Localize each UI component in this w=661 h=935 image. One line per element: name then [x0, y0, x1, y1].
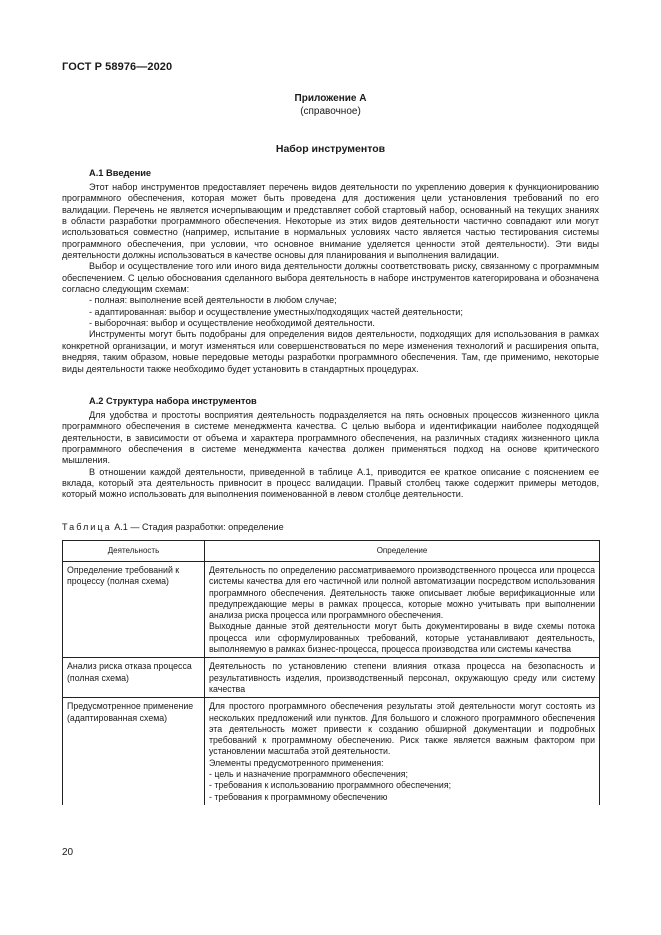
appendix-heading	[0, 92, 661, 118]
table-caption-text: А.1 — Стадия разработки: определение	[114, 522, 284, 532]
definition-line: Элементы предусмотренного применения:	[209, 757, 384, 768]
definition-line: - цель и назначение программного обеспечения;	[209, 769, 408, 780]
list-item: - полная: выполнение всей деятельности в любом случае;	[89, 295, 337, 306]
paragraph: Для удобства и простоты восприятия деятельность подразделяется на пять основных процессов жизненного цикла программного обеспечения в системе менеджмента качества. С целью выбора и идентификации наиболее подходящей деятельности, в зависимости от объема и характера программного обеспечения, на различных стадиях жизненного цикла программного обеспечения в системе менеджмента качества должен применяться подход на основе критического мышления.	[62, 410, 599, 466]
paragraph: Этот набор инструментов предоставляет перечень видов деятельности по укреплению доверия к функционированию программного обеспечения, которая может быть проведена для достижения цели установления требований по его валидации. Перечень не является исчерпывающим и представляет собой стартовый набор, основанный на текущих знаниях в области разработки программного обеспечения. Некоторые из этих видов деятельности частично совпадают или могут использоваться совместно (например, испытание в нормальных условиях часто является частью тестирования системы программного обеспечения, при условии, что основное внимание уделяется ценности этой деятельности). Эти виды деятельности должны использоваться в качестве основы для планирования и выполнения валидации.	[62, 182, 599, 261]
definition-line: - требования к программному обеспечению	[209, 791, 388, 802]
activity-cell: Анализ риска отказа процесса (полная схема)	[63, 658, 205, 698]
definition-line: - требования к использованию программного обеспечения;	[209, 780, 452, 791]
table-header-row	[63, 541, 600, 562]
definition-line: Выходные данные этой деятельности могут быть документированы в виде схемы потока процесса или сформулированных требований, которые устанавливают деятельность, выполняемую в рамках бизнес-процесса, процесса производства или системы качества	[209, 621, 595, 655]
table-row	[63, 562, 600, 658]
activity-cell: Предусмотренное применение (адаптированная схема)	[63, 698, 205, 805]
table-row	[63, 698, 600, 805]
list-item: - выборочная: выбор и осуществление необходимой деятельности.	[89, 318, 375, 329]
definition-cell	[205, 698, 600, 805]
main-title: Набор инструментов	[275, 143, 386, 155]
document-code: ГОСТ Р 58976—2020	[62, 61, 173, 73]
definition-cell	[205, 658, 600, 698]
definition-line: Для простого программного обеспечения результаты этой деятельности могут состоять из нескольких предложений или пунктов. Для большого и сложного программного обеспечения эта деятельность может привести к созданию обширной документации и подробных требований к программному обеспечению. Риск также является важным фактором при установлении масштаба этой деятельности.	[209, 701, 595, 757]
section-1-heading: А.1 Введение	[89, 168, 152, 178]
definition-line: Деятельность по определению рассматриваемого производственного процесса или процесса системы качества для его частичной или полной автоматизации посредством использования программного обеспечения. Деятельность также описывает любые верификационные или предупреждающие меры в рамках процесса, которые можно учитывать при выполнении анализа риска процесса или программного обеспечения.	[209, 565, 595, 621]
definition-table	[62, 540, 600, 805]
appendix-title: Приложение А	[294, 93, 367, 104]
section-2-heading: А.2 Структура набора инструментов	[89, 396, 257, 406]
table-caption-label: Таблица	[62, 522, 112, 532]
appendix-subtitle: (справочное)	[300, 106, 361, 117]
paragraph: В отношении каждой деятельности, приведенной в таблице А.1, приводится ее краткое описание с пояснением ее вклада, который эта деятельность привносит в процесс валидации. Правый столбец также содержит примеры методов, который можно использовать для выполнения поименованной в левом столбце деятельности.	[62, 466, 599, 500]
table-row	[63, 658, 600, 698]
list-item: - адаптированная: выбор и осуществление уместных/подходящих частей деятельности;	[89, 306, 463, 317]
section-1-body	[62, 182, 599, 375]
activity-cell: Определение требований к процессу (полная схема)	[63, 562, 205, 658]
column-header-activity: Деятельность	[63, 541, 205, 562]
section-2-body	[62, 410, 599, 501]
definition-cell	[205, 562, 600, 658]
table-caption	[62, 522, 284, 532]
paragraph: Инструменты могут быть подобраны для определения видов деятельности, подходящих для использования в рамках конкретной организации, и могут изменяться или совершенствоваться по мере изменения технологий и расширения опыта, внедряя, таким образом, новые передовые методы разработки программного обеспечения. Там, где применимо, некоторые виды деятельности также необходимо будет установить в стандартных процедурах.	[62, 329, 599, 374]
paragraph: Выбор и осуществление того или иного вида деятельности должны соответствовать риску, связанному с программным обеспечением. С целью обоснования сделанного выбора деятельность в наборе инструментов категорирована и обозначена согласно следующим схемам:	[62, 261, 599, 295]
page-number: 20	[62, 847, 74, 858]
definition-line: Деятельность по установлению степени влияния отказа процесса на безопасность и результативность изделия, производственный персонал, окружающую среду или систему качества	[209, 661, 595, 694]
column-header-definition: Определение	[205, 541, 600, 562]
